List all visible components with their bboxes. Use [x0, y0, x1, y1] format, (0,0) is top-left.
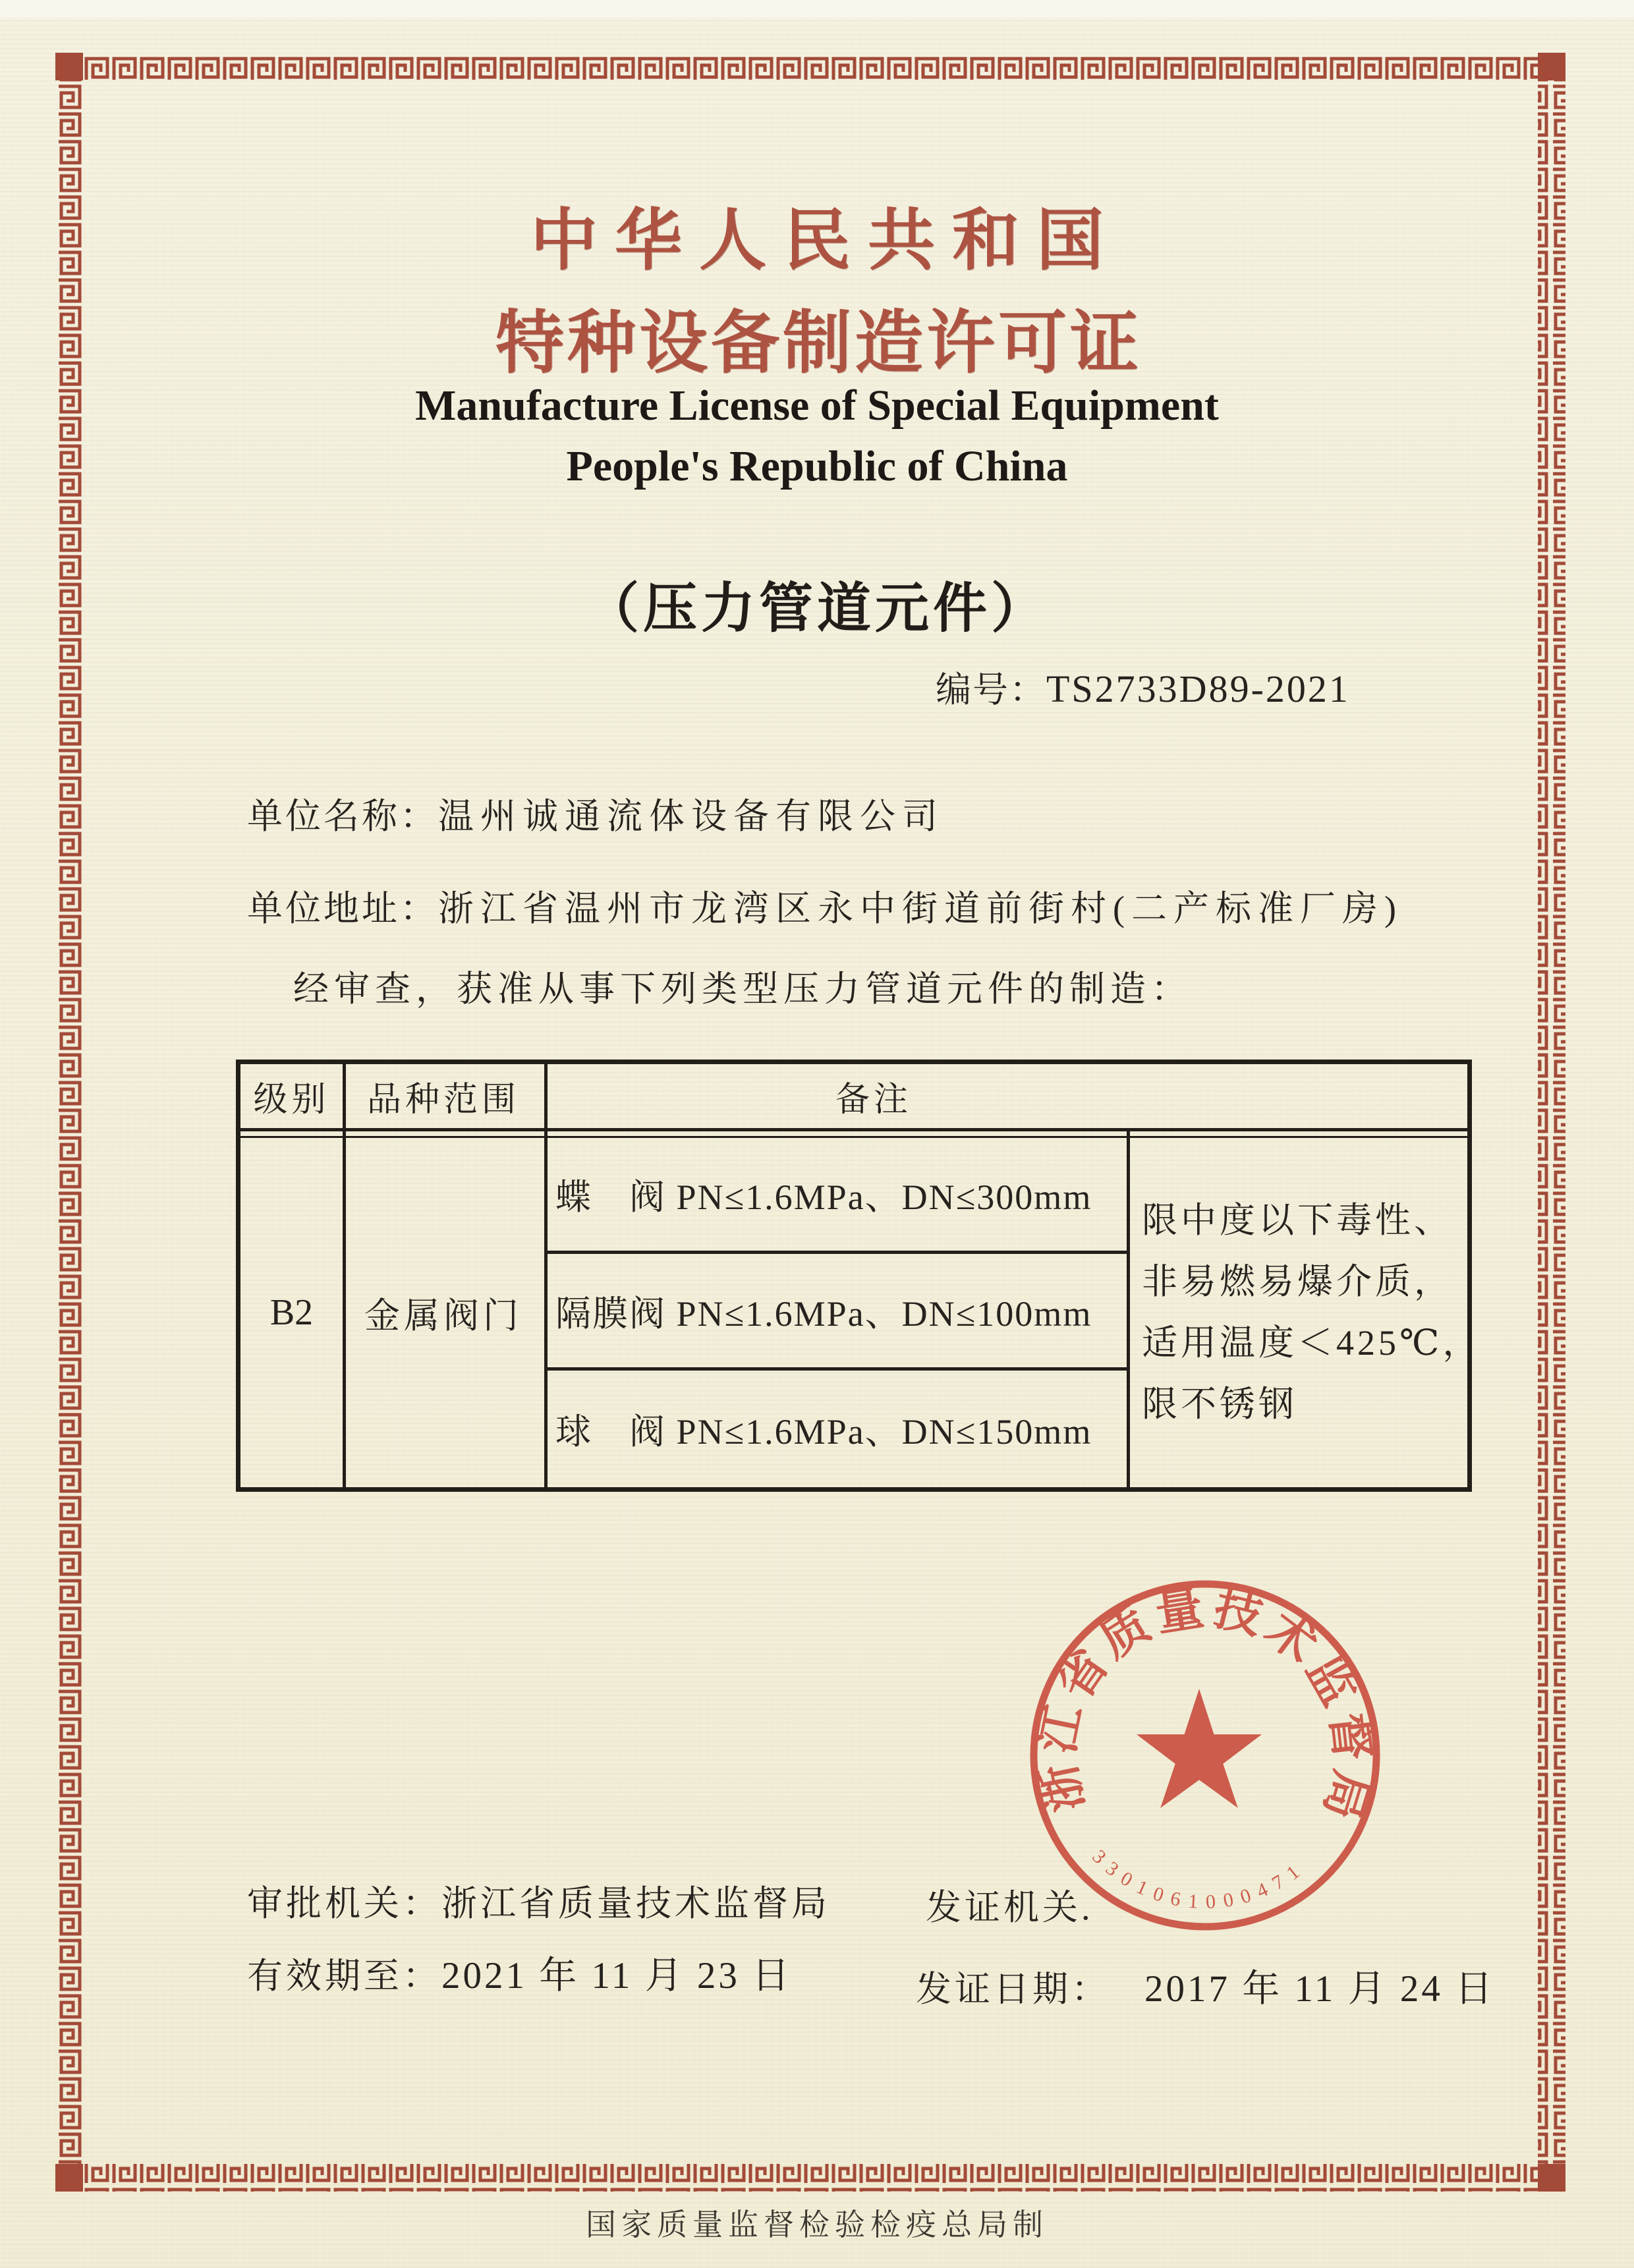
company-name-line [247, 788, 944, 839]
valid-until-date: 2021 年 11 月 23 日 [441, 1955, 793, 1997]
title-cn-line1: 中华人民共和国 [530, 204, 1121, 279]
notes-line: 限不锈钢 [1142, 1384, 1297, 1424]
title-en-line2: People's Republic of China [566, 442, 1068, 490]
table-cell-spec-ball-valve: 球 阀 PN≤1.6MPa、DN≤150mm [555, 1412, 1092, 1452]
license-number-value: TS2733D89-2021 [1046, 667, 1350, 710]
notes-line: 非易燃易爆介质， [1142, 1262, 1453, 1301]
issue-date-value: 2017 年 11 月 24 日 [1144, 1968, 1496, 2010]
company-address-value: 浙江省温州市龙湾区永中街道前街村(二产标准厂房) [438, 889, 1403, 928]
seal-authority-text: 浙江省质量技术监督局 [1030, 1581, 1380, 1831]
issuing-authority-label: 发证机关. [926, 1888, 1094, 1927]
border-corner-tl [55, 53, 83, 80]
seal-serial-number: 3301061000471 [1088, 1846, 1310, 1914]
table-divider [240, 1128, 1467, 1131]
border-corner-bl [55, 2164, 83, 2192]
company-address-line [247, 880, 1403, 931]
issuing-bureau-footer: 国家质量监督检验检疫总局制 [586, 2208, 1048, 2242]
table-cell-spec-diaphragm-valve: 隔膜阀 PN≤1.6MPa、DN≤100mm [555, 1293, 1092, 1334]
svg-text:浙江省质量技术监督局 [1030, 1581, 1380, 1830]
table-cell-level: B2 [269, 1292, 314, 1333]
issue-date-line [916, 1958, 1495, 2012]
notes-line: 限中度以下毒性、 [1142, 1201, 1453, 1240]
company-name-label: 单位名称： [247, 797, 438, 836]
valid-until-line [247, 1945, 792, 1999]
title-en-line1: Manufacture License of Special Equipment [415, 382, 1219, 430]
notes-line: 适用温度＜425℃， [1142, 1323, 1482, 1363]
border-corner-br [1538, 2164, 1565, 2192]
table-cell-spec-butterfly-valve: 蝶 阀 PN≤1.6MPa、DN≤300mm [555, 1177, 1092, 1217]
license-number-line [936, 662, 1350, 712]
license-scope-table [236, 1060, 1482, 1492]
company-address-label: 单位地址： [247, 889, 438, 928]
license-number-label: 编号： [936, 670, 1046, 710]
subtitle-equipment-category: （压力管道元件） [584, 579, 1049, 638]
valid-until-label: 有效期至： [247, 1956, 441, 1996]
approving-authority-value: 浙江省质量技术监督局 [441, 1884, 830, 1923]
company-name-value: 温州诚通流体设备有限公司 [438, 797, 944, 836]
approving-authority-label: 审批机关： [247, 1884, 441, 1923]
issue-date-label: 发证日期： [916, 1970, 1110, 2009]
table-header-level: 级别 [253, 1081, 330, 1119]
approving-authority-line [247, 1875, 830, 1926]
border-top-band [55, 53, 1565, 80]
table-header-notes: 备注 [835, 1081, 912, 1119]
table-cell-notes [1142, 1138, 1482, 1487]
table-header-category: 品种范围 [366, 1081, 520, 1119]
table-divider [1127, 1128, 1130, 1487]
title-cn-line2: 特种设备制造许可证 [495, 306, 1142, 382]
approval-statement: 经审查，获准从事下列类型压力管道元件的制造： [293, 969, 1192, 1009]
seal-star-icon [1137, 1689, 1262, 1808]
table-cell-category: 金属阀门 [364, 1295, 522, 1336]
border-bottom-band [55, 2164, 1565, 2192]
border-corner-tr [1538, 53, 1565, 80]
official-seal-stamp [1018, 1570, 1394, 1946]
